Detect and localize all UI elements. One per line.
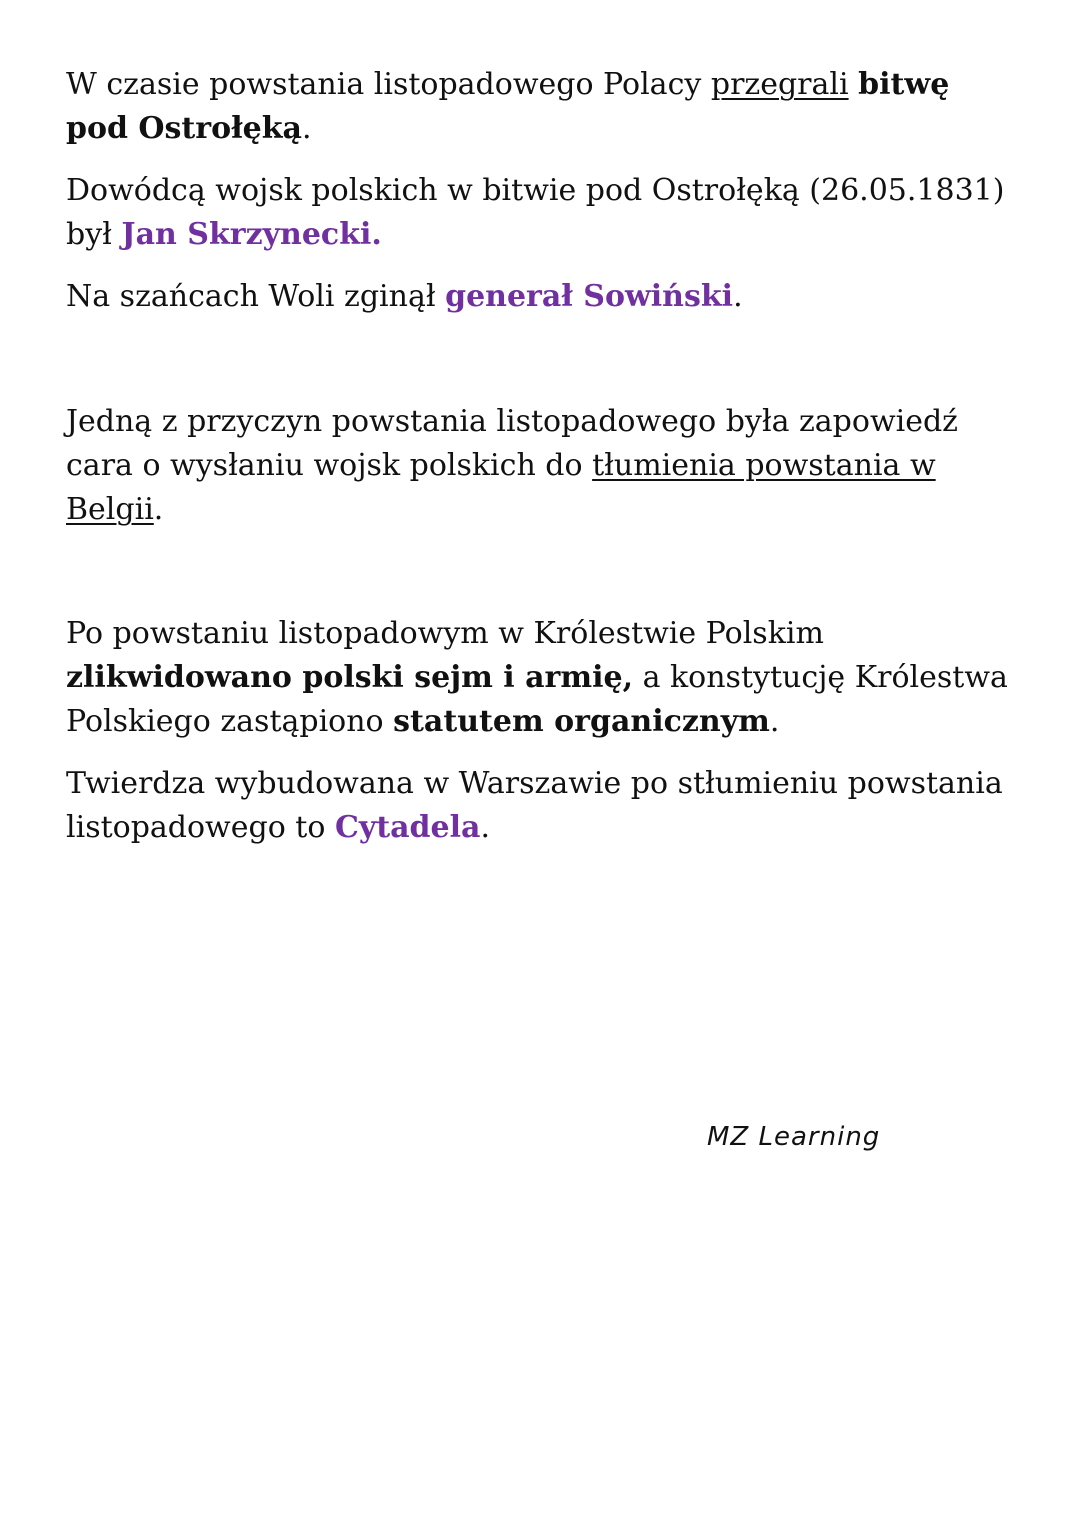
bold-text: statutem organicznym [393, 704, 770, 739]
text: Twierdza wybudowana w Warszawie po stłumieniu powstania listopadowego to [66, 766, 1003, 845]
text: W czasie powstania listopadowego Polacy [66, 67, 711, 102]
paragraph-cause [66, 400, 1016, 532]
text: . [301, 111, 312, 146]
paragraph-aftermath [66, 612, 1016, 744]
paragraph-wola [66, 275, 1016, 319]
bold-text: bitwę pod Ostrołęką [66, 67, 950, 146]
text [849, 67, 859, 102]
text: a konstytucję Królestwa Polskiego zastąpiono [66, 660, 1008, 739]
text: . [153, 492, 164, 527]
author-signature: MZ Learning [707, 1122, 881, 1152]
text: Po powstaniu listopadowym w Królestwie Polskim [66, 616, 824, 651]
text: . [480, 810, 491, 845]
paragraph-commander [66, 169, 1016, 257]
text: . [733, 279, 743, 314]
text: Jedną z przyczyn powstania listopadowego była zapowiedź cara o wysłaniu wojsk polskich do [66, 404, 958, 483]
text: Dowódcą wojsk polskich w bitwie pod Ostrołęką (26.05.1831) był [66, 173, 1005, 252]
bold-text: zlikwidowano polski sejm i armię, [66, 660, 634, 695]
underlined-text: przegrali [710, 67, 849, 102]
highlighted-name: Jan Skrzynecki. [121, 217, 382, 252]
paragraph-citadel [66, 762, 1016, 850]
underlined-text: tłumienia powstania w Belgii [66, 448, 936, 527]
highlighted-name: Cytadela [334, 810, 481, 845]
text: Na szańcach Woli zginął [66, 279, 446, 314]
highlighted-name: generał Sowiński [445, 279, 734, 314]
text: . [769, 704, 780, 739]
paragraph-ostroleka-battle [66, 63, 1016, 151]
